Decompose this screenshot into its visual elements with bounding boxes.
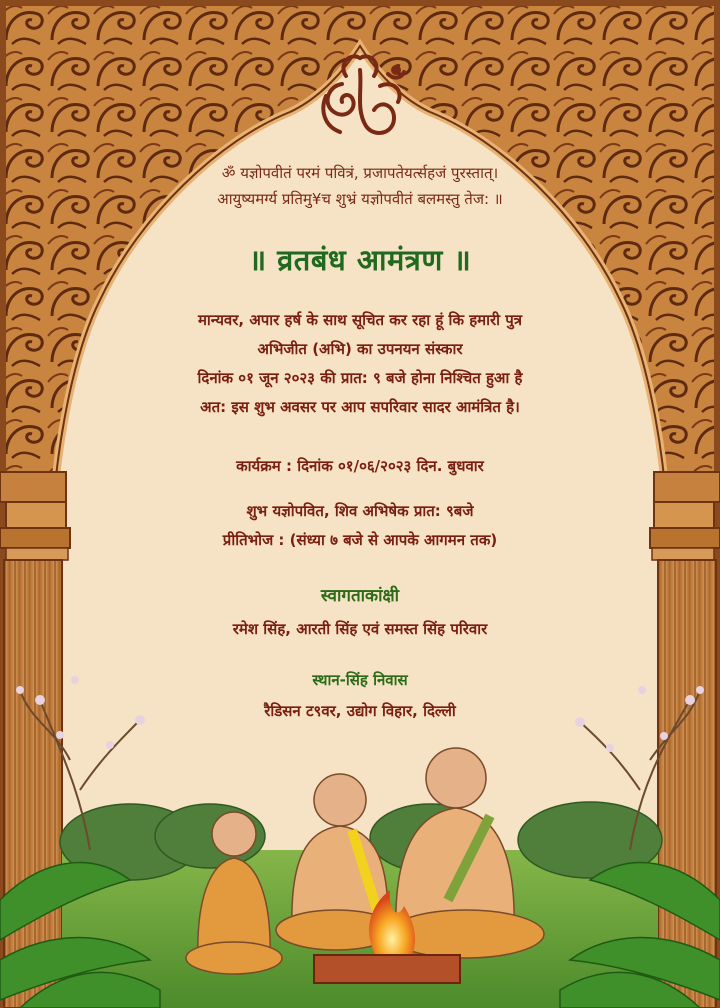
invitation-title: ॥ व्रतबंध आमंत्रण ॥ bbox=[248, 243, 472, 277]
invitation-line-4: अत: इस शुभ अवसर पर आप सपरिवार सादर आमंत्रित है। bbox=[200, 398, 520, 416]
program-date: कार्यक्रम : दिनांक ०१/०६/२०२३ दिन. बुधवार bbox=[236, 457, 484, 475]
feast-line: प्रीतिभोज : (संध्या ७ बजे से आपके आगमन तक) bbox=[222, 531, 498, 549]
venue-address: रैडिसन ट९वर, उद्योग विहार, दिल्ली bbox=[264, 702, 456, 720]
hosts-names: रमेश सिंह, आरती सिंह एवं समस्त सिंह परिवार bbox=[232, 620, 488, 638]
invitation-message bbox=[0, 306, 720, 422]
havan-kund bbox=[314, 955, 460, 983]
ceremony-line: शुभ यज्ञोपवित, शिव अभिषेक प्रात: ९बजे bbox=[246, 502, 474, 520]
mantra-block bbox=[0, 160, 720, 212]
program-details bbox=[0, 497, 720, 555]
mantra-line-1: ॐ यज्ञोपवीतं परमं पवित्रं, प्रजापतेयर्त्सहजं पुरस्तात्। bbox=[221, 164, 499, 182]
invitation-line-1: मान्यवर, अपार हर्ष के साथ सूचित कर रहा हूं कि हमारी पुत्र bbox=[197, 311, 523, 329]
venue-heading: स्थान-सिंह निवास bbox=[312, 671, 408, 689]
invitation-line-3: दिनांक ०१ जून २०२३ की प्रात: ९ बजे होना निश्चित हुआ है bbox=[197, 369, 523, 387]
invitation-line-2: अभिजीत (अभि) का उपनयन संस्कार bbox=[257, 340, 463, 358]
mantra-line-2: आयुष्यमर्ग्य प्रतिमु¥च शुभ्रं यज्ञोपवीतं बलमस्तु तेज: ॥ bbox=[217, 190, 503, 208]
hosts-heading: स्वागताकांक्षी bbox=[320, 586, 400, 606]
